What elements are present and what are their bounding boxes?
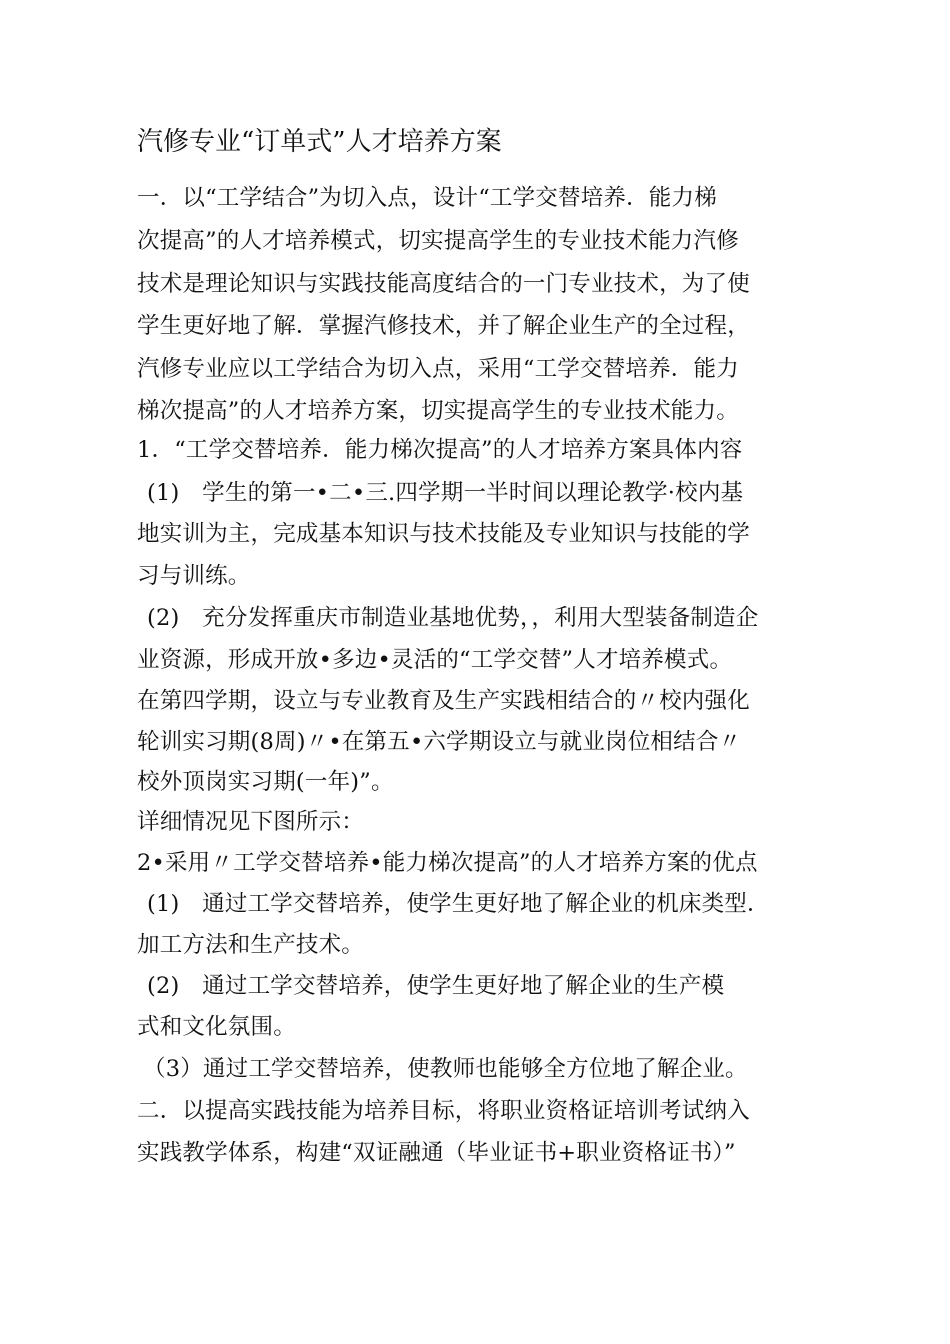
paragraph-line: 式和文化氛围。 bbox=[137, 1014, 296, 1040]
paragraph-line: 次提高”的人才培养模式，切实提高学生的专业技术能力汽修 bbox=[137, 228, 739, 254]
paragraph-line: 业资源，形成开放•多边•灵活的“工学交替”人才培养模式。 bbox=[137, 647, 733, 673]
paragraph-line: 技术是理论知识与实践技能高度结合的一门专业技术，为了使 bbox=[137, 271, 750, 297]
paragraph-line: 学生更好地了解．掌握汽修技术，并了解企业生产的全过程， bbox=[137, 313, 750, 339]
list-item-line: (2) 充分发挥重庆市制造业基地优势，，利用大型装备制造企 bbox=[147, 605, 759, 631]
paragraph-line: 梯次提高”的人才培养方案，切实提高学生的专业技术能力。 bbox=[137, 398, 739, 424]
paragraph-line: 地实训为主，完成基本知识与技术技能及专业知识与技能的学 bbox=[137, 521, 750, 547]
paragraph-line: 实践教学体系，构建“双证融通（毕业证书+职业资格证书）” bbox=[137, 1140, 736, 1166]
section-heading: 二．以提高实践技能为培养目标，将职业资格证培训考试纳入 bbox=[137, 1098, 750, 1124]
list-heading: 1．“工学交替培养．能力梯次提高”的人才培养方案具体内容 bbox=[137, 437, 743, 463]
paragraph-line: 详细情况见下图所示： bbox=[137, 809, 365, 835]
paragraph-line: 汽修专业应以工学结合为切入点，采用“工学交替培养．能力 bbox=[137, 356, 739, 382]
list-item-line: (1) 通过工学交替培养，使学生更好地了解企业的机床类型． bbox=[147, 891, 770, 917]
paragraph-line: 一．以“工学结合”为切入点，设计“工学交替培养．能力梯 bbox=[137, 185, 717, 211]
paragraph-line: 在第四学期，设立与专业教育及生产实践相结合的〃校内强化 bbox=[137, 688, 750, 714]
paragraph-line: 校外顶岗实习期(一年)”。 bbox=[137, 769, 394, 795]
paragraph-line: 习与训练。 bbox=[137, 563, 251, 589]
list-heading: 2•采用〃工学交替培养•能力梯次提高”的人才培养方案的优点 bbox=[137, 850, 758, 876]
document-title: 汽修专业“订单式”人才培养方案 bbox=[137, 127, 502, 157]
list-item-line: （3）通过工学交替培养，使教师也能够全方位地了解企业。 bbox=[143, 1056, 748, 1082]
list-item-line: (1) 学生的第一•二•三.四学期一半时间以理论教学·校内基 bbox=[147, 480, 744, 506]
list-item-line: (2) 通过工学交替培养，使学生更好地了解企业的生产模 bbox=[147, 973, 725, 999]
paragraph-line: 加工方法和生产技术。 bbox=[137, 932, 365, 958]
paragraph-line: 轮训实习期(8周)〃•在第五•六学期设立与就业岗位相结合〃 bbox=[137, 729, 742, 755]
